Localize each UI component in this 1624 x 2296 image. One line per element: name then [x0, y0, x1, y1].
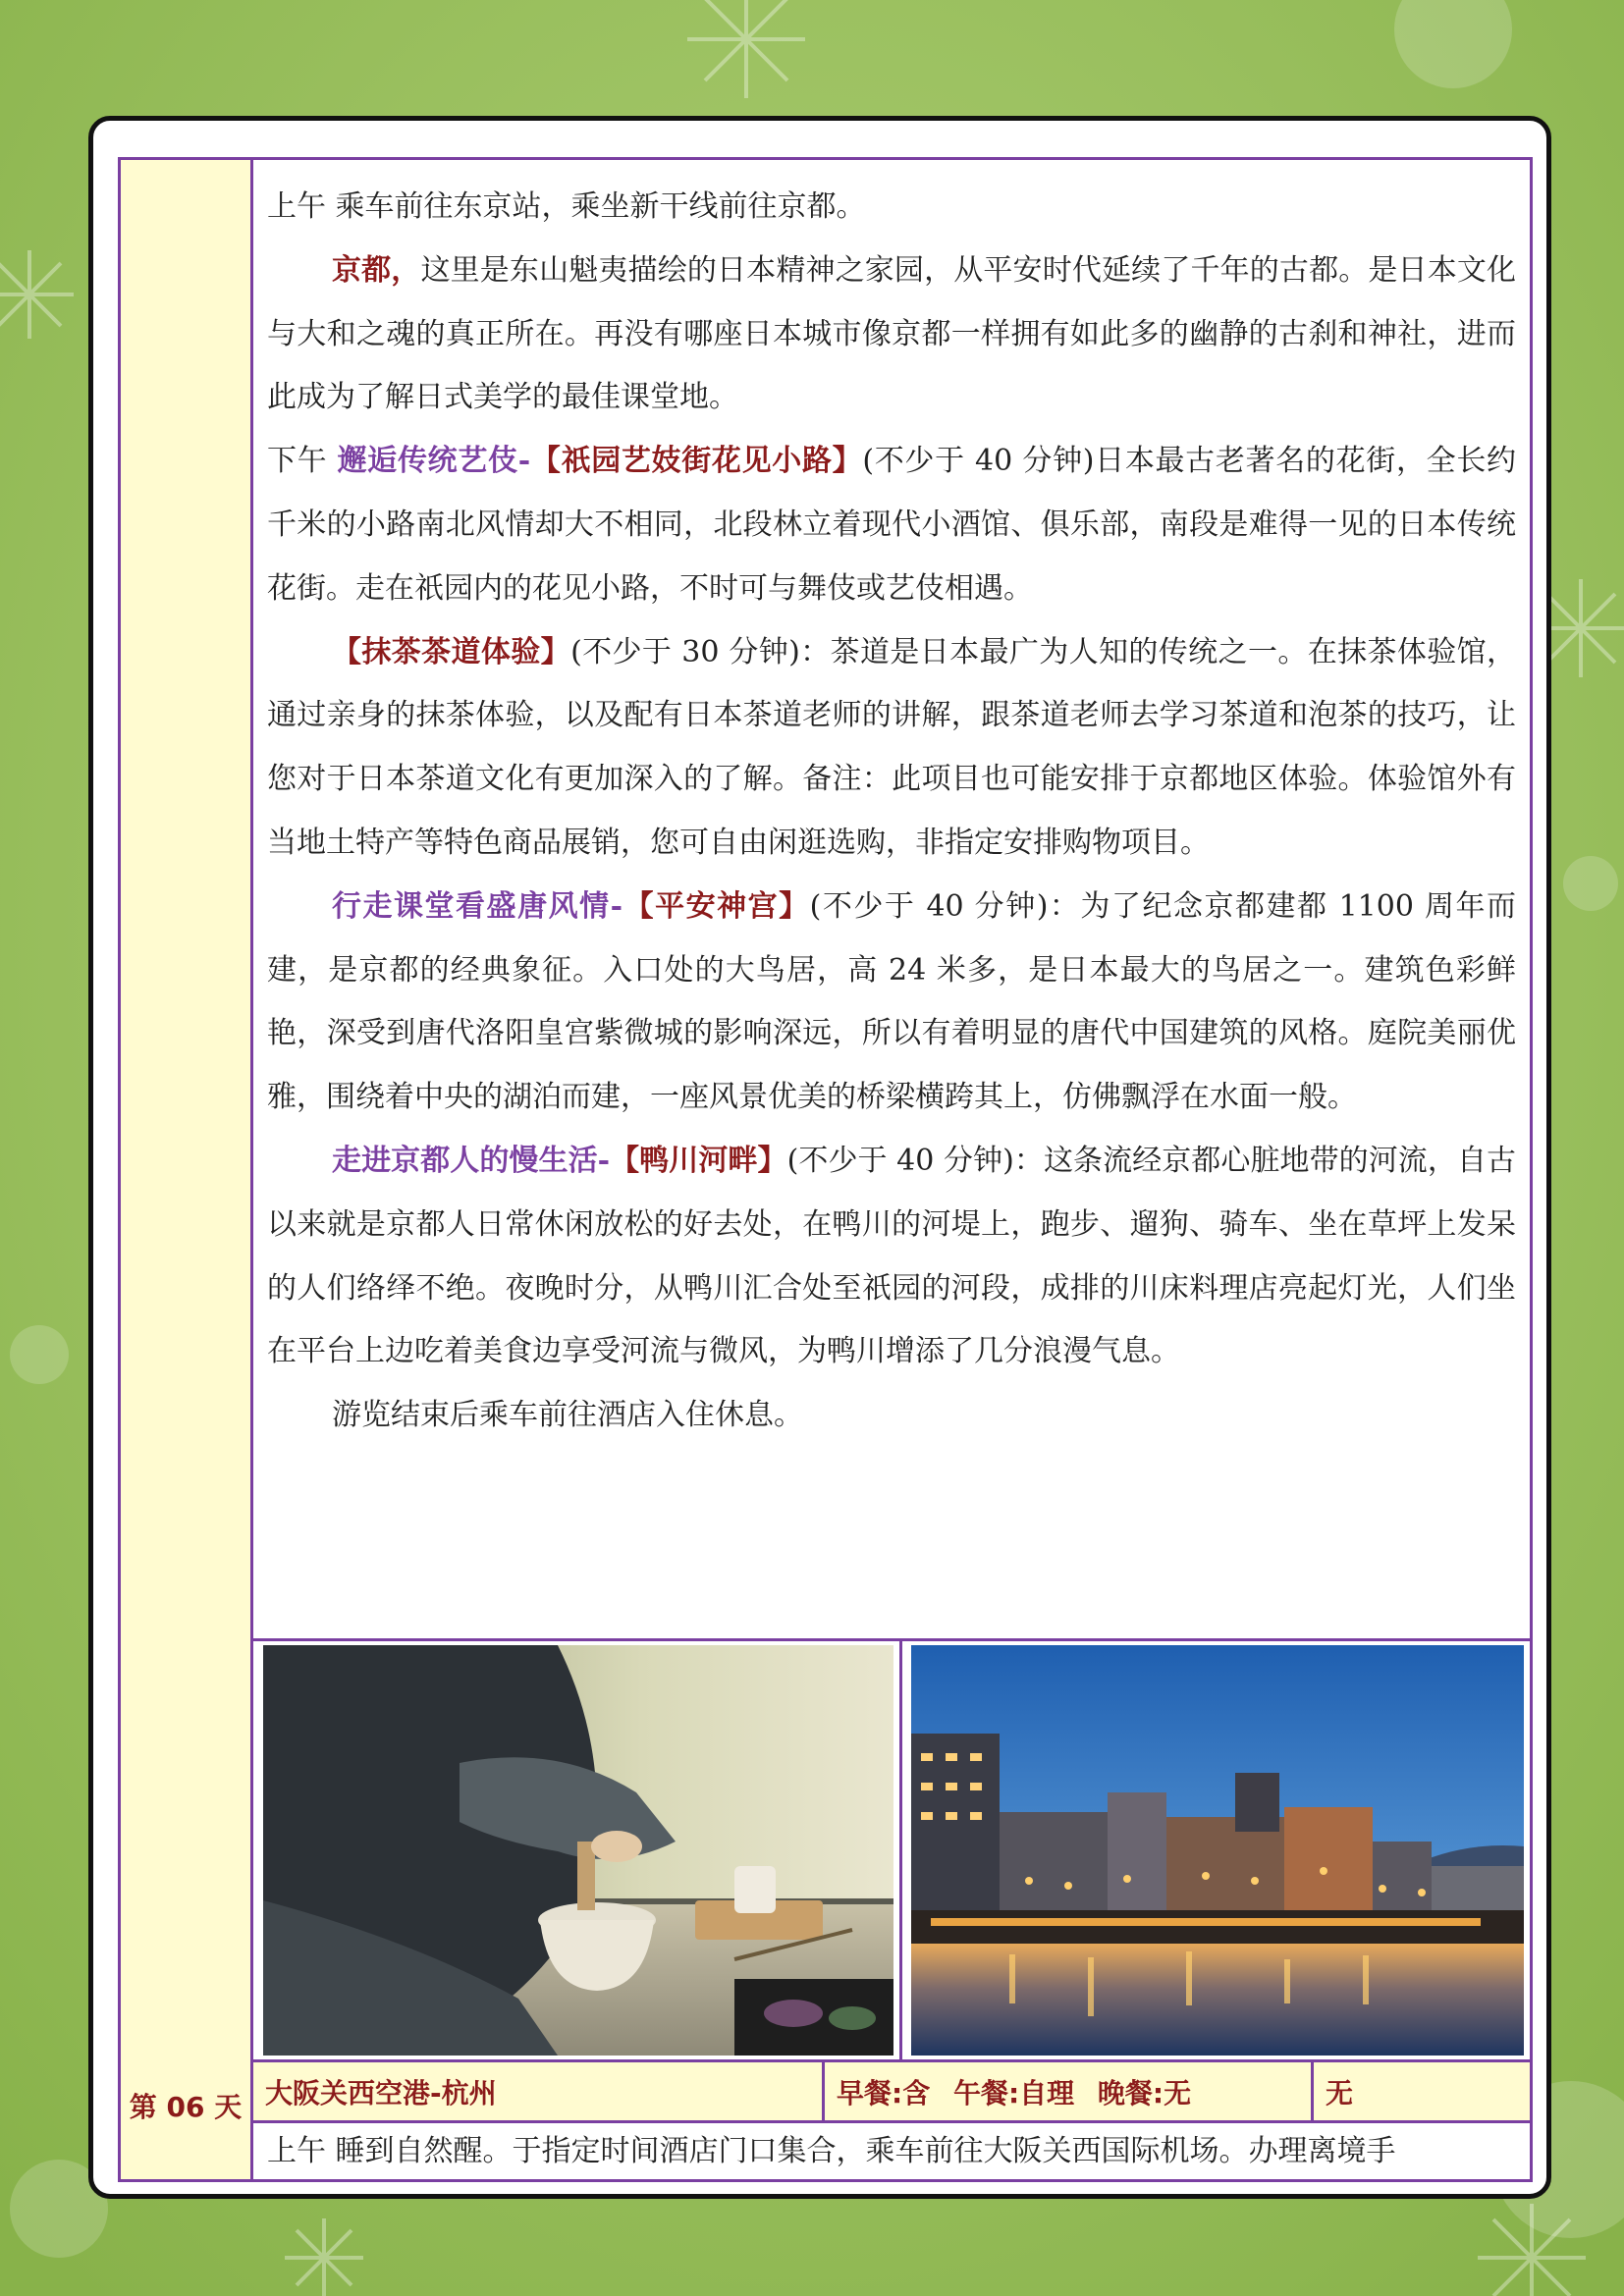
body-text: 上午 乘车前往东京站，乘坐新干线前往京都。	[267, 189, 866, 224]
itinerary-paragraph	[267, 1130, 1516, 1384]
body-text: (不少于 40 分钟)日本最古老著名的花街，全长约千米的小路南北风情却大不相同，北段林立着现代小酒馆、俱乐部，南段是难得一见的日本传统花街。走在祇园内的花见小路，不时可与舞伎或艺伎相遇。	[267, 444, 1517, 606]
highlight-red-text: 【祇园艺妓街花见小路】	[530, 444, 863, 479]
day6-morning-text	[253, 2123, 1530, 2179]
highlight-purple-text: 走进京都人的慢生活-	[332, 1143, 611, 1178]
tea-ceremony-photo	[263, 1645, 893, 2056]
itinerary-paragraph	[267, 621, 1516, 876]
itinerary-paragraph	[267, 240, 1516, 430]
body-text: 下午	[267, 444, 338, 479]
highlight-red-text: 【抹茶茶道体验】	[332, 634, 571, 669]
body-text: (不少于 30 分钟)：茶道是日本最广为人知的传统之一。在抹茶体验馆，通过亲身的抹茶体验，以及配有日本茶道老师的讲解，跟茶道老师去学习茶道和泡茶的技巧，让您对于日本茶道文化有更加深入的了解。备注：此项目也可能安排于京都地区体验。体验馆外有当地土特产等特色商品展销，您可自由闲逛选购，非指定安排购物项目。	[267, 634, 1517, 860]
itinerary-paragraph	[267, 876, 1516, 1130]
route-cell: 大阪关西空港-杭州	[253, 2062, 825, 2120]
highlight-red-text: 【鸭川河畔】	[610, 1143, 787, 1178]
body-text: (不少于 40 分钟)：这条流经京都心脏地带的河流，自古以来就是京都人日常休闲放松的好去处，在鸭川的河堤上，跑步、遛狗、骑车、坐在草坪上发呆的人们络绎不绝。夜晚时分，从鸭川汇合处至祇园的河段，成排的川床料理店亮起灯光，人们坐在平台上边吃着美食边享受河流与微风，为鸭川增添了几分浪漫气息。	[267, 1143, 1517, 1369]
itinerary-paragraph	[267, 430, 1516, 620]
hotel-cell: 无	[1326, 2076, 1354, 2109]
day-number-label: 第 06 天	[129, 2091, 243, 2123]
highlight-purple-text: 邂逅传统艺伎-	[337, 444, 531, 479]
body-text: 游览结束后乘车前往酒店入住休息。	[332, 1398, 803, 1433]
day-column	[121, 160, 253, 2179]
itinerary-paragraph	[267, 1384, 1516, 1448]
body-text: 这里是东山魁夷描绘的日本精神之家园，从平安时代延续了千年的古都。是日本文化与大和之魂的真正所在。再没有哪座日本城市像京都一样拥有如此多的幽静的古刹和神社，进而此成为了解日式美学的最佳课堂地。	[267, 252, 1517, 415]
itinerary-paragraph	[267, 176, 1516, 240]
kamo-river-night-photo	[911, 1645, 1524, 2056]
highlight-red-text: 京都，	[332, 252, 421, 288]
page-card	[88, 116, 1551, 2199]
day-header-row	[253, 2062, 1530, 2123]
day6-morning-paragraph: 上午 睡到自然醒。于指定时间酒店门口集合，乘车前往大阪关西国际机场。办理离境手	[267, 2134, 1396, 2168]
photo-divider	[899, 1641, 902, 2059]
body-text: (不少于 40 分钟)：为了纪念京都建都 1100 周年而建，是京都的经典象征。入口处的大鸟居，高 24 米多，是日本最大的鸟居之一。建筑色彩鲜艳，深受到唐代洛阳皇宫紫微城的影响深远，所以有着明显的唐代中国建筑的风格。庭院美丽优雅，围绕着中央的湖泊而建，一座风景优美的桥梁横跨其上，仿佛飘浮在水面一般。	[267, 888, 1517, 1115]
highlight-red-text: 【平安神宫】	[623, 888, 810, 924]
photo-row	[253, 1638, 1530, 2062]
itinerary-text	[253, 160, 1530, 1632]
meals-cell: 早餐:含 午餐:自理 晚餐:无	[825, 2062, 1314, 2120]
itinerary-table	[118, 157, 1533, 2182]
highlight-purple-text: 行走课堂看盛唐风情-	[332, 888, 623, 924]
